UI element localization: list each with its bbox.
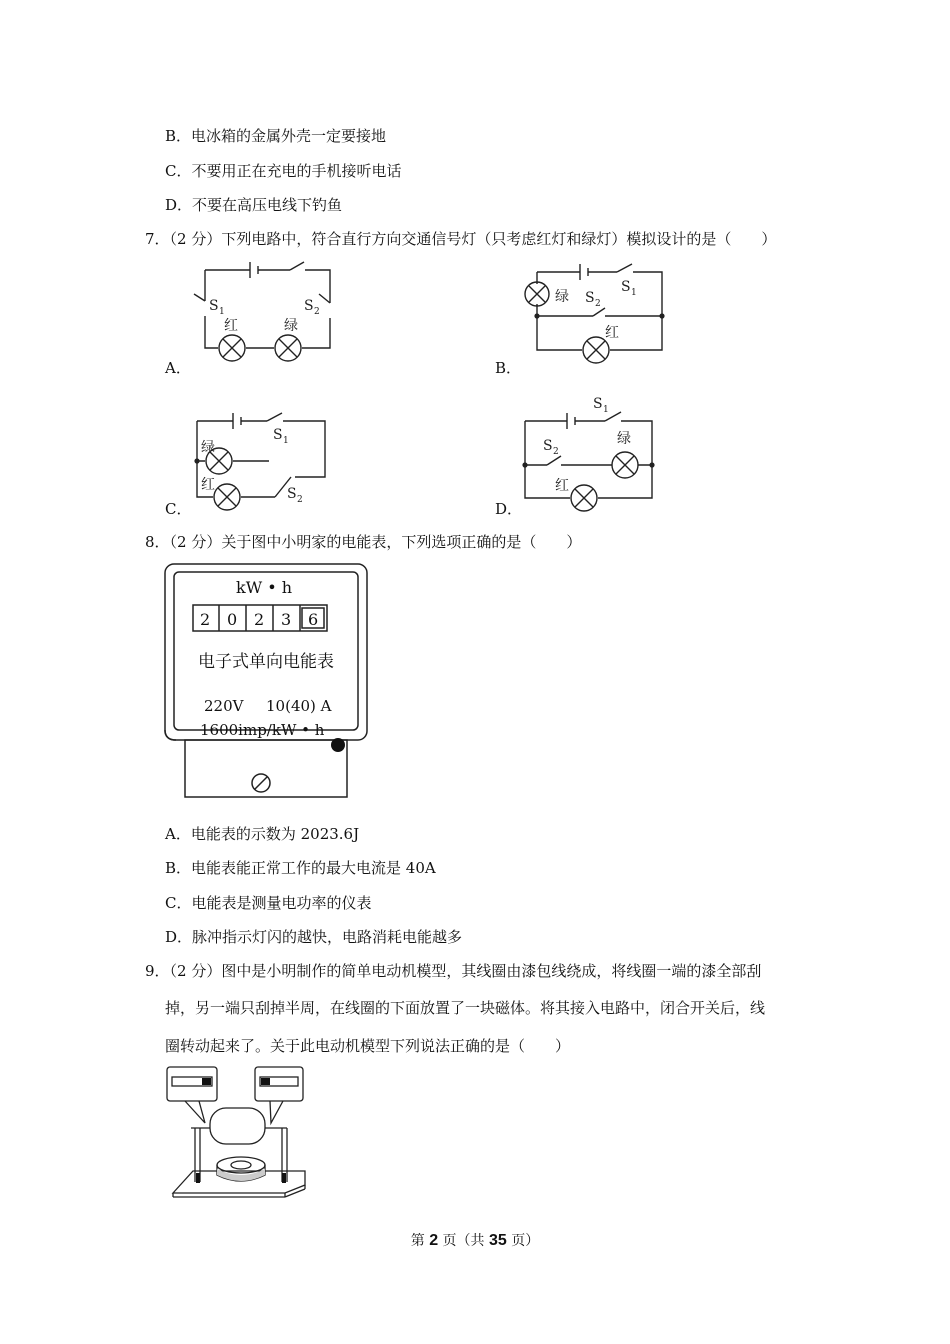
s2-label: S	[304, 298, 314, 314]
q8-option-b: B．电能表能正常工作的最大电流是 40A	[165, 859, 436, 877]
q7-label-d: D．	[495, 500, 523, 518]
q8-option-d: D．脉冲指示灯闪的越快，电路消耗电能越多	[165, 928, 463, 946]
svg-text:2: 2	[314, 307, 320, 317]
circuit-a	[180, 258, 350, 368]
q7-label-c: C．	[165, 500, 192, 518]
motor-model-figure	[165, 1065, 315, 1200]
circuit-d	[515, 395, 665, 510]
circuit-b	[515, 258, 675, 358]
q7-stem: 7．（2 分）下列电路中，符合直行方向交通信号灯（只考虑红灯和绿灯）模拟设计的是（ ）	[145, 230, 777, 248]
q9-line-3: 圈转动起来了。关于此电动机模型下列说法正确的是（ ）	[165, 1037, 571, 1055]
svg-text:2: 2	[595, 299, 601, 309]
svg-text:1: 1	[603, 405, 609, 415]
q6-option-b: B．电冰箱的金属外壳一定要接地	[165, 127, 387, 145]
s1-label: S	[621, 279, 631, 295]
green-lamp-label: 绿	[284, 318, 298, 334]
q6-option-d: D．不要在高压电线下钓鱼	[165, 196, 343, 214]
s1-label: S	[593, 396, 603, 412]
red-lamp-label: 红	[555, 478, 569, 494]
meter-digit: 2	[200, 610, 211, 629]
meter-name: 电子式单向电能表	[198, 652, 334, 672]
red-lamp-label: 红	[605, 325, 619, 341]
q6-option-c: C．不要用正在充电的手机接听电话	[165, 162, 402, 180]
svg-text:2: 2	[297, 495, 303, 505]
q7-label-a: A．	[165, 359, 191, 377]
green-lamp-label: 绿	[617, 431, 631, 447]
green-lamp-label: 绿	[201, 440, 215, 456]
q8-option-a: A．电能表的示数为 2023.6J	[165, 825, 360, 843]
q7-label-b: B．	[495, 359, 522, 377]
svg-text:1: 1	[219, 307, 225, 317]
meter-digit: 2	[254, 610, 265, 629]
svg-text:1: 1	[631, 288, 637, 298]
s1-label: S	[273, 427, 283, 443]
meter-constant: 1600imp/kW • h	[200, 721, 325, 739]
q8-stem: 8．（2 分）关于图中小明家的电能表，下列选项正确的是（ ）	[145, 533, 582, 551]
q8-option-c: C．电能表是测量电功率的仪表	[165, 894, 372, 912]
red-lamp-label: 红	[201, 477, 215, 493]
page-total: 35	[489, 1232, 507, 1249]
s2-label: S	[287, 486, 297, 502]
q9-line-1: 9．（2 分）图中是小明制作的简单电动机模型，其线圈由漆包线绕成，将线圈一端的漆全部刮	[145, 962, 762, 980]
meter-voltage: 220V	[204, 697, 244, 715]
meter-digit: 3	[281, 610, 292, 629]
meter-digit: 0	[227, 610, 238, 629]
svg-text:2: 2	[553, 447, 559, 457]
meter-unit: kW • h	[236, 578, 293, 597]
s1-label: S	[209, 298, 219, 314]
electric-meter	[162, 562, 372, 802]
q9-line-2: 掉，另一端只刮掉半周，在线圈的下面放置了一块磁体。将其接入电路中，闭合开关后，线	[165, 999, 766, 1017]
red-lamp-label: 红	[224, 318, 238, 334]
meter-current: 10(40) A	[266, 697, 332, 715]
meter-digit-decimal: 6	[308, 610, 319, 629]
s2-label: S	[585, 290, 595, 306]
s2-label: S	[543, 438, 553, 454]
page-number: 2	[429, 1232, 439, 1249]
green-lamp-label: 绿	[555, 289, 569, 305]
circuit-c	[185, 405, 335, 510]
page-footer: 第 2 页（共 35 页）	[410, 1232, 540, 1249]
svg-text:1: 1	[283, 436, 289, 446]
